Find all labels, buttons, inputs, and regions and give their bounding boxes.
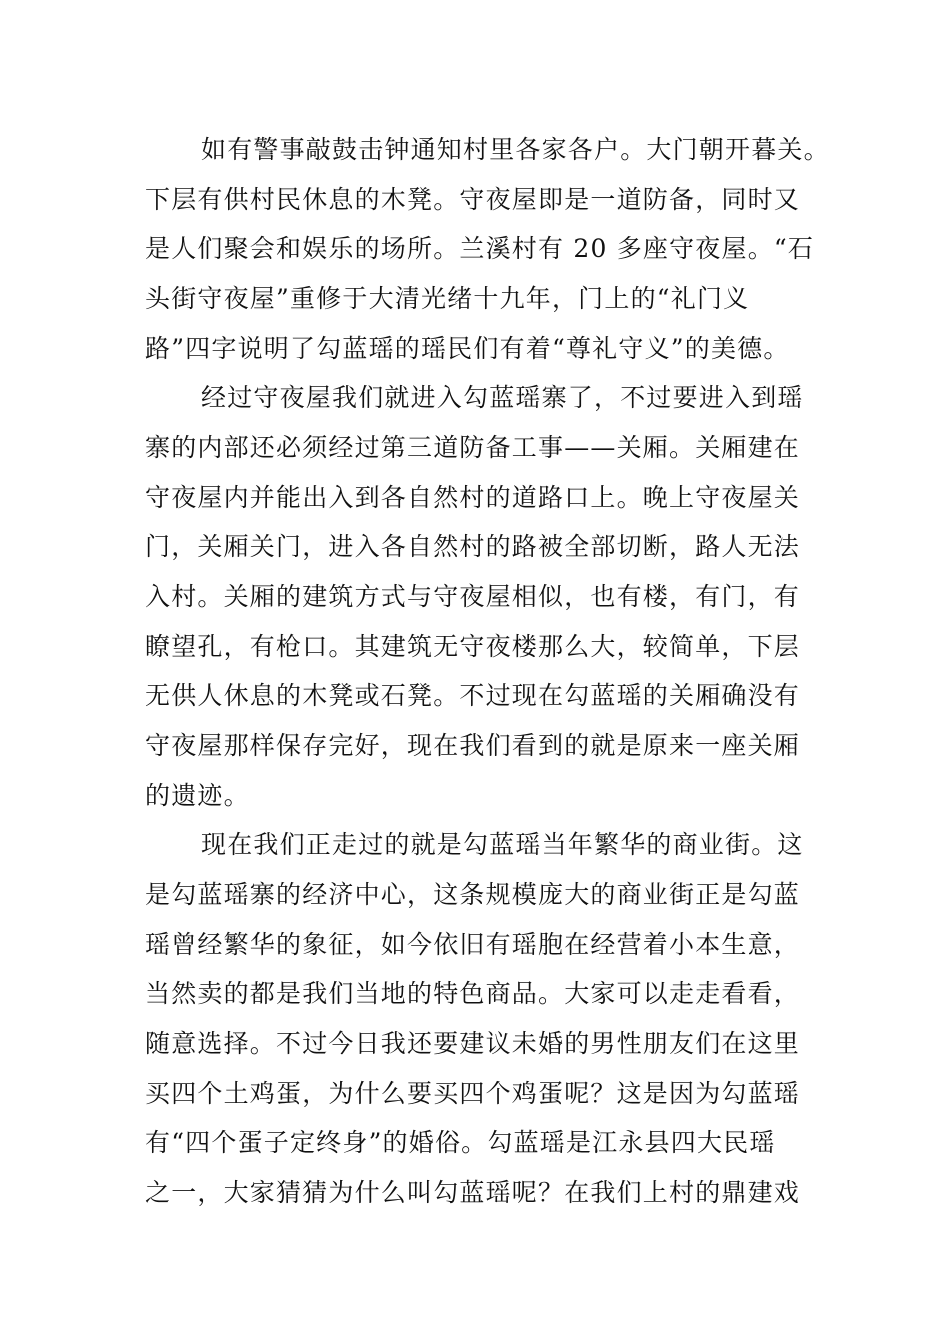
text-line: 瑶曾经繁华的象征，如今依旧有瑶胞在经营着小本生意， bbox=[145, 930, 801, 959]
text-line: 门，关厢关门，进入各自然村的路被全部切断，路人无法 bbox=[145, 532, 801, 561]
text-line: 有“四个蛋子定终身”的婚俗。勾蓝瑶是江永县四大民瑶 bbox=[145, 1128, 776, 1157]
text-line: 经过守夜屋我们就进入勾蓝瑶寨了，不过要进入到瑶 bbox=[201, 383, 804, 412]
text-line: 是勾蓝瑶寨的经济中心，这条规模庞大的商业街正是勾蓝 bbox=[145, 880, 801, 909]
text-line: 无供人休息的木凳或石凳。不过现在勾蓝瑶的关厢确没有 bbox=[145, 681, 801, 710]
text-line: 现在我们正走过的就是勾蓝瑶当年繁华的商业街。这 bbox=[201, 830, 804, 859]
text-line: 头街守夜屋”重修于大清光绪十九年，门上的“礼门义 bbox=[145, 284, 750, 313]
text-line: 当然卖的都是我们当地的特色商品。大家可以走走看看， bbox=[145, 979, 801, 1008]
text-line: 之一，大家猜猜为什么叫勾蓝瑶呢？在我们上村的鼎建戏 bbox=[145, 1178, 801, 1207]
text-line: 寨的内部还必须经过第三道防备工事——关厢。关厢建在 bbox=[145, 433, 801, 462]
text-line: 路”四字说明了勾蓝瑶的瑶民们有着“尊礼守义”的美德。 bbox=[145, 334, 790, 363]
text-line: 如有警事敲鼓击钟通知村里各家各户。大门朝开暮关。 bbox=[201, 135, 830, 164]
text-line: 守夜屋那样保存完好，现在我们看到的就是原来一座关厢 bbox=[145, 731, 801, 760]
text-line: 买四个土鸡蛋，为什么要买四个鸡蛋呢？这是因为勾蓝瑶 bbox=[145, 1079, 801, 1108]
text-line: 入村。关厢的建筑方式与守夜屋相似，也有楼，有门，有 bbox=[145, 582, 801, 611]
text-line: 随意选择。不过今日我还要建议未婚的男性朋友们在这里 bbox=[145, 1029, 801, 1058]
text-line: 瞭望孔，有枪口。其建筑无守夜楼那么大，较简单，下层 bbox=[145, 632, 801, 661]
text-line: 下层有供村民休息的木凳。守夜屋即是一道防备，同时又 bbox=[145, 185, 801, 214]
text-line: 是人们聚会和娱乐的场所。兰溪村有 20 多座守夜屋。“石 bbox=[145, 234, 815, 263]
text-line: 守夜屋内并能出入到各自然村的道路口上。晚上守夜屋关 bbox=[145, 483, 801, 512]
text-line: 的遗迹。 bbox=[145, 781, 250, 810]
